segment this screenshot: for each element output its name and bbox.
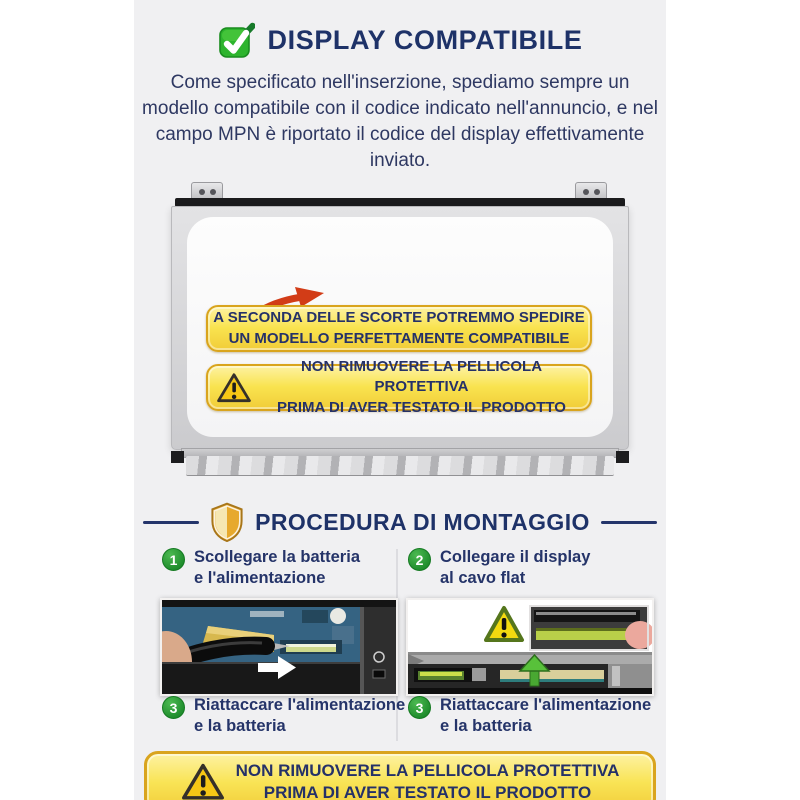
heading-rule-left xyxy=(143,521,199,524)
page-title: DISPLAY COMPATIBILE xyxy=(267,25,583,55)
panel-bottom-edge xyxy=(173,448,627,478)
step-3-left xyxy=(162,695,405,738)
heading-rule-right xyxy=(601,521,657,524)
content-column xyxy=(134,0,666,800)
footer-warning-banner xyxy=(144,751,656,800)
stock-notice-label xyxy=(206,305,592,352)
step-3-left-text: Riattaccare l'alimentazione e la batteria xyxy=(194,696,406,736)
step-2-badge: 2 xyxy=(408,548,431,571)
step-2 xyxy=(408,547,590,590)
step-3-right-text: Riattaccare l'alimentazione e la batteria xyxy=(440,696,652,736)
photo-connect-flat-cable xyxy=(406,598,654,696)
panel-end-cap-left xyxy=(171,451,184,463)
checkmark-icon xyxy=(218,22,255,59)
lcd-panel-photo xyxy=(171,182,629,478)
warning-triangle-icon xyxy=(181,762,225,800)
intro-text: Come specificato nell'inserzione, spediamo sempre un modello compatibile con il codice indicato nell'annuncio, e nel campo MPN è riportato il codice del display effettivamente inviato. xyxy=(142,72,658,172)
shield-icon xyxy=(210,502,244,542)
step-1 xyxy=(162,547,360,590)
film-warning-label xyxy=(206,358,592,416)
panel-body xyxy=(171,206,629,450)
panel-end-cap-right xyxy=(616,451,629,463)
procedure-steps xyxy=(148,545,652,747)
footer-warning-text: NON RIMUOVERE LA PELLICOLA PROTETTIVA PRIMA DI AVER TESTATO IL PRODOTTO xyxy=(235,760,620,800)
step-3-right-badge: 3 xyxy=(408,696,431,719)
header xyxy=(134,22,666,59)
step-2-text: Collegare il display al cavo flat xyxy=(440,548,591,588)
warning-triangle-icon xyxy=(216,372,252,404)
procedure-heading xyxy=(134,503,666,541)
film-warning-text xyxy=(261,357,582,417)
photo-disconnect-battery xyxy=(160,598,398,696)
step-3-right xyxy=(408,695,651,738)
step-3-left-badge: 3 xyxy=(162,696,185,719)
foil-tape-strip xyxy=(186,456,614,476)
stock-notice-line2: UN MODELLO PERFETTAMENTE COMPATIBILE xyxy=(228,329,570,347)
film-warning-line2: PRIMA DI AVER TESTATO IL PRODOTTO xyxy=(277,398,566,416)
procedure-title: PROCEDURA DI MONTAGGIO xyxy=(255,508,590,535)
step-1-text: Scollegare la batteria e l'alimentazione xyxy=(194,548,360,588)
step-1-badge: 1 xyxy=(162,548,185,571)
film-warning-line1: NON RIMUOVERE LA PELLICOLA PROTETTIVA xyxy=(300,358,543,396)
stock-notice-line1: A SECONDA DELLE SCORTE POTREMMO SPEDIRE xyxy=(213,309,585,327)
